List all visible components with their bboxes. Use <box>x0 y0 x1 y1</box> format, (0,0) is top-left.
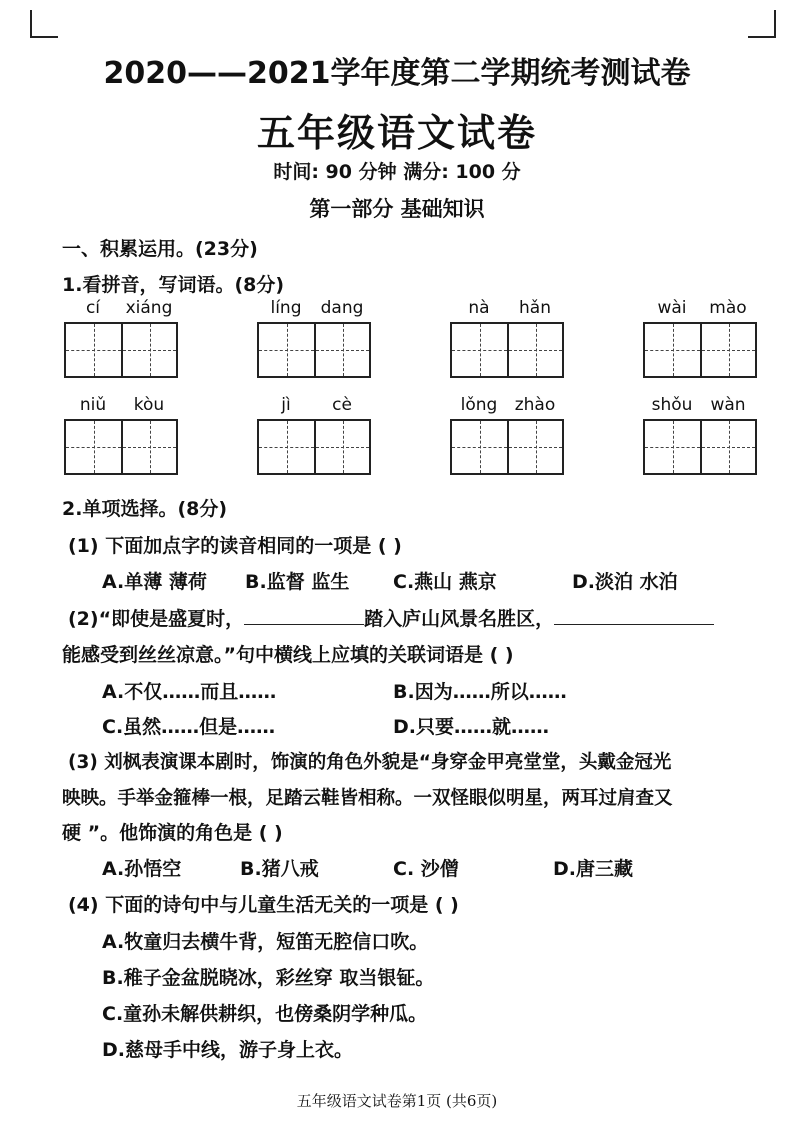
subquestion-3-stem: (3) 刘枫表演课本剧时，饰演的角色外貌是“身穿金甲亮堂堂，头戴金冠光 <box>68 752 672 773</box>
question-2-label: 2.单项选择。(8分) <box>62 498 228 520</box>
crop-mark-top-left <box>30 10 58 38</box>
pinyin-syllable: wàn <box>710 395 746 415</box>
stem-part: 踏入庐山风景名胜区， <box>364 608 555 630</box>
subquestion-2-stem <box>68 604 714 631</box>
pinyin-syllable: kòu <box>133 395 165 415</box>
crop-mark-top-right <box>748 10 776 38</box>
option-a: A.单薄 薄荷 <box>102 571 207 593</box>
subquestion-3-stem-end: 硬 ”。他饰演的角色是 ( ) <box>62 822 283 844</box>
writing-grid[interactable] <box>643 322 757 378</box>
pinyin-syllable: niǔ <box>79 395 107 415</box>
pinyin-syllable: mào <box>709 298 747 318</box>
pinyin-item <box>643 298 757 378</box>
writing-grid[interactable] <box>257 322 371 378</box>
pinyin-syllable: cè <box>332 395 352 415</box>
stem-part: (2)“即使是盛夏时， <box>68 608 245 630</box>
option-b: B.监督 监生 <box>245 571 350 593</box>
page-footer: 五年级语文试卷第1页 (共6页) <box>296 1092 498 1110</box>
pinyin-item <box>643 395 757 475</box>
writing-grid[interactable] <box>257 419 371 475</box>
pinyin-syllable: lǒng <box>460 395 498 415</box>
pinyin-item <box>64 395 178 475</box>
pinyin-syllable: dang <box>320 298 364 318</box>
exam-subtitle: 五年级语文试卷 <box>256 111 537 155</box>
pinyin-syllable: nà <box>468 298 490 318</box>
option-a: A.孙悟空 <box>102 858 182 880</box>
pinyin-syllable: hǎn <box>519 298 551 318</box>
question-1-label: 1.看拼音，写词语。(8分) <box>62 274 285 296</box>
option-d: D.淡泊 水泊 <box>572 571 678 593</box>
writing-grid[interactable] <box>64 322 178 378</box>
subquestion-2-stem-cont: 能感受到丝丝凉意。”句中横线上应填的关联词语是 ( ) <box>62 644 514 666</box>
exam-title: 2020——2021学年度第二学期统考测试卷 <box>103 56 691 91</box>
exam-info: 时间: 90 分钟 满分: 100 分 <box>273 161 521 183</box>
part-heading: 第一部分 基础知识 <box>309 197 485 221</box>
option-a: A.牧童归去横牛背，短笛无腔信口吹。 <box>102 931 429 953</box>
pinyin-syllable: shǒu <box>651 395 693 415</box>
option-b: B.因为……所以…… <box>393 681 567 703</box>
pinyin-item <box>450 298 564 378</box>
pinyin-syllable: zhào <box>514 395 556 415</box>
option-b: B.猪八戒 <box>240 858 319 880</box>
subquestion-4-stem: (4) 下面的诗句中与儿童生活无关的一项是 ( ) <box>68 894 459 916</box>
writing-grid[interactable] <box>450 322 564 378</box>
writing-grid[interactable] <box>64 419 178 475</box>
pinyin-item <box>450 395 564 475</box>
pinyin-item <box>257 298 371 378</box>
pinyin-syllable: xiáng <box>125 298 173 318</box>
option-c: C.童孙未解供耕织，也傍桑阴学种瓜。 <box>102 1003 428 1025</box>
option-d: D.唐三藏 <box>553 858 633 880</box>
option-c: C.虽然……但是…… <box>102 716 276 738</box>
pinyin-syllable: jì <box>281 395 291 415</box>
subquestion-1-stem: (1) 下面加点字的读音相同的一项是 ( ) <box>68 535 402 557</box>
pinyin-item <box>64 298 178 378</box>
pinyin-syllable: líng <box>270 298 302 318</box>
section-heading: 一、积累运用。(23分) <box>62 238 258 260</box>
pinyin-syllable: cí <box>85 298 101 318</box>
writing-grid[interactable] <box>450 419 564 475</box>
option-c: C.燕山 燕京 <box>393 571 497 593</box>
answer-blank[interactable] <box>554 624 714 625</box>
subquestion-3-stem-cont: 映映。手举金箍棒一根，足踏云鞋皆相称。一双怪眼似明星，两耳过肩查又 <box>62 788 673 809</box>
option-b: B.稚子金盆脱晓冰，彩丝穿 取当银钲。 <box>102 967 435 989</box>
pinyin-syllable: wài <box>657 298 687 318</box>
option-c: C. 沙僧 <box>393 858 459 880</box>
writing-grid[interactable] <box>643 419 757 475</box>
answer-blank[interactable] <box>244 624 364 625</box>
pinyin-item <box>257 395 371 475</box>
option-d: D.慈母手中线，游子身上衣。 <box>102 1039 353 1061</box>
option-a: A.不仅……而且…… <box>102 681 277 703</box>
option-d: D.只要……就…… <box>393 716 549 738</box>
